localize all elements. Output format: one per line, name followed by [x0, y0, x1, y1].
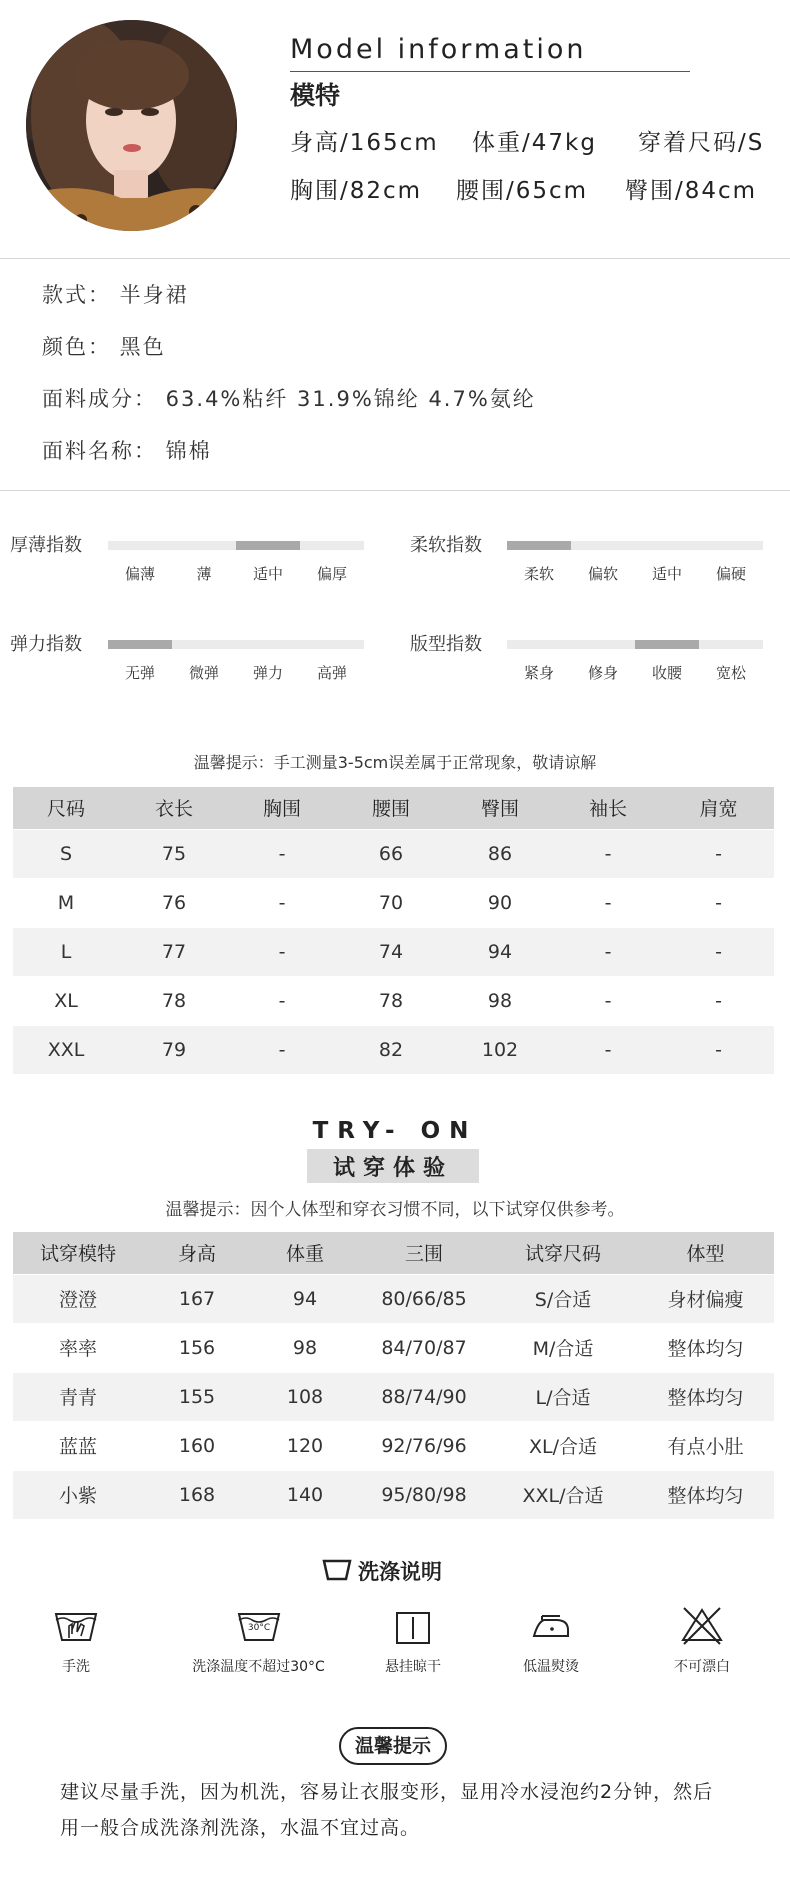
table-cell: 98 [251, 1323, 359, 1372]
table-cell: 167 [143, 1274, 251, 1323]
index-option: 微弹 [188, 664, 219, 682]
model-info-title: Model information [290, 34, 587, 65]
table-row [13, 1025, 774, 1074]
table-cell: 78 [119, 976, 229, 1025]
index-option: 偏硬 [715, 565, 746, 583]
table-cell: 蓝蓝 [13, 1421, 143, 1470]
table-cell: - [553, 1025, 663, 1074]
model-subtitle: 模特 [290, 81, 341, 110]
table-cell: 80/66/85 [359, 1274, 489, 1323]
table-cell: 整体均匀 [637, 1372, 774, 1421]
model-weight: 体重/47kg [472, 130, 597, 156]
index-option: 无弹 [124, 664, 155, 682]
index-label: 柔软指数 [410, 535, 482, 556]
table-cell: - [663, 878, 774, 927]
no-bleach-icon [627, 1602, 777, 1648]
tryon-hint: 温馨提示：因个人体型和穿衣习惯不同，以下试穿仅供参考。 [165, 1200, 625, 1220]
column-header: 臀围 [447, 787, 553, 829]
table-cell: 140 [251, 1470, 359, 1519]
table-cell: 82 [335, 1025, 447, 1074]
table-cell: 小紫 [13, 1470, 143, 1519]
model-photo [26, 20, 237, 231]
column-header: 身高 [143, 1232, 251, 1274]
table-cell: - [229, 927, 335, 976]
table-cell: 120 [251, 1421, 359, 1470]
table-cell: - [553, 878, 663, 927]
index-option: 偏软 [587, 565, 618, 583]
table-row [13, 829, 774, 878]
table-cell: 98 [447, 976, 553, 1025]
care-label: 洗涤温度不超过30°C [192, 1659, 325, 1675]
tryon-subtitle: 试穿体验 [332, 1156, 453, 1181]
table-row [13, 976, 774, 1025]
hang-dry-icon [338, 1602, 488, 1648]
attr-composition: 面料成分： 63.4%粘纤 31.9%锦纶 4.7%氨纶 [42, 387, 536, 411]
table-cell: 94 [251, 1274, 359, 1323]
table-row [13, 878, 774, 927]
table-cell: 92/76/96 [359, 1421, 489, 1470]
care-item-no-bleach [627, 1602, 777, 1676]
index-label: 版型指数 [410, 634, 482, 655]
index-indicator [236, 541, 300, 550]
table-cell: 澄澄 [13, 1274, 143, 1323]
table-cell: 整体均匀 [637, 1470, 774, 1519]
attr-color: 颜色： 黑色 [42, 335, 166, 359]
table-cell: 94 [447, 927, 553, 976]
table-cell: 率率 [13, 1323, 143, 1372]
column-header: 衣长 [119, 787, 229, 829]
table-cell: XL [13, 976, 119, 1025]
index-track [108, 640, 364, 649]
table-cell: - [663, 927, 774, 976]
column-header: 体重 [251, 1232, 359, 1274]
table-cell: M [13, 878, 119, 927]
table-cell: - [553, 829, 663, 878]
size-table [13, 787, 774, 1074]
tip-line-2: 用一般合成洗涤剂洗涤，水温不宜过高。 [60, 1817, 421, 1839]
column-header: 胸围 [229, 787, 335, 829]
column-header: 袖长 [553, 787, 663, 829]
table-cell: 整体均匀 [637, 1323, 774, 1372]
column-header: 试穿尺码 [489, 1232, 637, 1274]
index-option: 适中 [252, 565, 283, 583]
table-row [13, 927, 774, 976]
care-label: 低温熨烫 [523, 1659, 579, 1675]
index-option: 高弹 [316, 664, 347, 682]
table-cell: - [229, 1025, 335, 1074]
table-cell: 78 [335, 976, 447, 1025]
index-option: 宽松 [715, 664, 746, 682]
index-option: 收腰 [651, 664, 682, 682]
wash-temp-text: 30°C [247, 1623, 271, 1633]
table-cell: 74 [335, 927, 447, 976]
attr-fabric: 面料名称： 锦棉 [42, 439, 212, 463]
column-header: 试穿模特 [13, 1232, 143, 1274]
divider [0, 258, 790, 259]
table-cell: 75 [119, 829, 229, 878]
table-cell: 84/70/87 [359, 1323, 489, 1372]
table-cell: XXL/合适 [489, 1470, 637, 1519]
model-size: 穿着尺码/S [638, 130, 765, 156]
table-cell: 77 [119, 927, 229, 976]
index-option: 偏厚 [316, 565, 347, 583]
table-row [13, 1323, 774, 1372]
hand-wash-icon [1, 1602, 151, 1648]
index-track [507, 640, 763, 649]
index-indicator [635, 640, 699, 649]
care-label: 手洗 [62, 1659, 90, 1675]
table-cell: 168 [143, 1470, 251, 1519]
low-iron-icon [476, 1602, 626, 1648]
attr-style: 款式： 半身裙 [42, 283, 189, 307]
table-cell: - [229, 976, 335, 1025]
table-cell: 90 [447, 878, 553, 927]
table-cell: 102 [447, 1025, 553, 1074]
table-row [13, 1470, 774, 1519]
table-row [13, 1274, 774, 1323]
table-cell: 有点小肚 [637, 1421, 774, 1470]
care-label: 不可漂白 [674, 1659, 730, 1675]
table-cell: M/合适 [489, 1323, 637, 1372]
table-cell: XL/合适 [489, 1421, 637, 1470]
index-label: 厚薄指数 [10, 535, 82, 556]
size-hint: 温馨提示：手工测量3-5cm误差属于正常现象，敬请谅解 [193, 753, 597, 772]
table-cell: 身材偏瘦 [637, 1274, 774, 1323]
table-row [13, 1372, 774, 1421]
tip-title: 温馨提示 [339, 1727, 447, 1765]
table-cell: XXL [13, 1025, 119, 1074]
model-waist: 腰围/65cm [456, 178, 589, 204]
tryon-title: TRY- ON [312, 1118, 478, 1144]
table-cell: - [663, 976, 774, 1025]
care-title: 洗涤说明 [358, 1560, 442, 1584]
table-cell: - [553, 927, 663, 976]
tryon-table [13, 1232, 774, 1519]
index-option: 修身 [587, 664, 618, 682]
table-row [13, 1421, 774, 1470]
index-track [507, 541, 763, 550]
model-hip: 臀围/84cm [625, 178, 758, 204]
table-cell: 76 [119, 878, 229, 927]
table-cell: 青青 [13, 1372, 143, 1421]
index-label: 弹力指数 [10, 634, 82, 655]
index-option: 偏薄 [124, 565, 155, 583]
table-cell: 86 [447, 829, 553, 878]
index-option: 适中 [651, 565, 682, 583]
care-item-hang-dry [338, 1602, 488, 1676]
table-cell: S/合适 [489, 1274, 637, 1323]
table-cell: - [229, 829, 335, 878]
column-header: 体型 [637, 1232, 774, 1274]
model-height: 身高/165cm [290, 130, 439, 156]
table-cell: 155 [143, 1372, 251, 1421]
table-cell: 156 [143, 1323, 251, 1372]
title-underline [290, 71, 690, 72]
size-table-header [13, 787, 774, 829]
table-cell: L [13, 927, 119, 976]
care-label: 悬挂晾干 [385, 1659, 441, 1675]
tryon-table-header [13, 1232, 774, 1274]
table-cell: 88/74/90 [359, 1372, 489, 1421]
table-cell: - [553, 976, 663, 1025]
table-cell: 95/80/98 [359, 1470, 489, 1519]
index-option: 紧身 [523, 664, 554, 682]
table-cell: 70 [335, 878, 447, 927]
index-indicator [108, 640, 172, 649]
column-header: 腰围 [335, 787, 447, 829]
table-cell: 160 [143, 1421, 251, 1470]
table-cell: 66 [335, 829, 447, 878]
index-option: 薄 [196, 565, 212, 583]
index-option: 柔软 [523, 565, 554, 583]
tip-line-1: 建议尽量手洗，因为机洗，容易让衣服变形，显用冷水浸泡约2分钟，然后 [60, 1781, 714, 1803]
care-item-low-iron [476, 1602, 626, 1676]
divider [0, 490, 790, 491]
table-cell: S [13, 829, 119, 878]
table-cell: 108 [251, 1372, 359, 1421]
column-header: 三围 [359, 1232, 489, 1274]
index-track [108, 541, 364, 550]
care-item-hand-wash [1, 1602, 151, 1676]
column-header: 肩宽 [663, 787, 774, 829]
table-cell: L/合适 [489, 1372, 637, 1421]
table-cell: - [229, 878, 335, 927]
index-option: 弹力 [252, 664, 283, 682]
table-cell: 79 [119, 1025, 229, 1074]
table-cell: - [663, 829, 774, 878]
wash-basin-icon [322, 1557, 352, 1583]
table-cell: - [663, 1025, 774, 1074]
index-indicator [507, 541, 571, 550]
model-bust: 胸围/82cm [290, 178, 423, 204]
column-header: 尺码 [13, 787, 119, 829]
